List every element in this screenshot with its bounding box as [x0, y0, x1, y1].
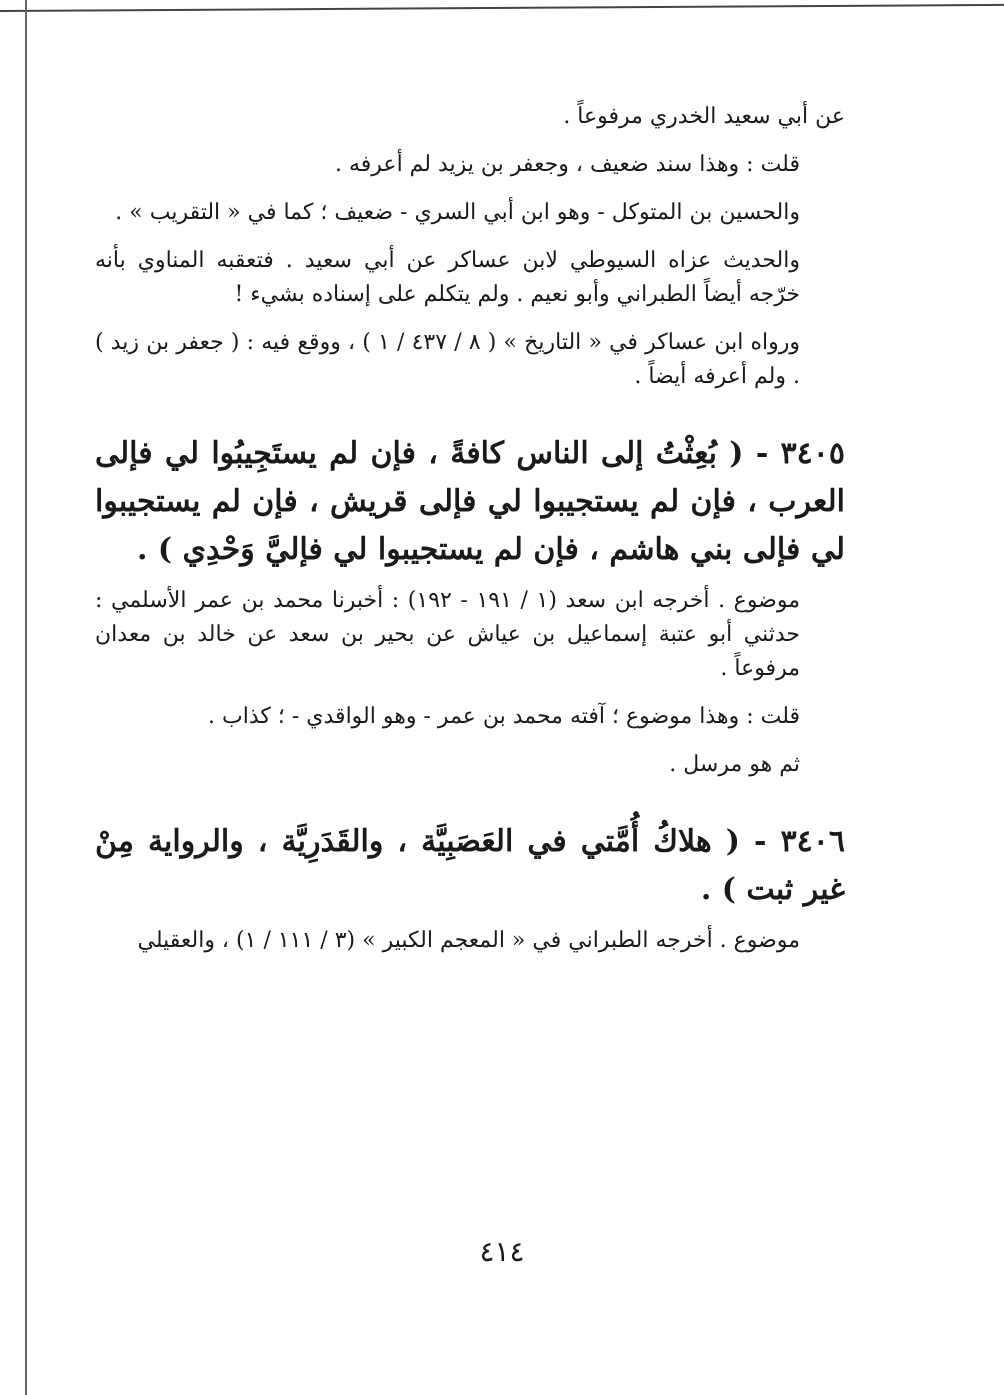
hadith-body: ( هلاكُ أُمَّتي في العَصَبِيَّة ، والقَدَرِيَّة ، والرواية مِنْ غير ثبت ) . — [95, 824, 845, 907]
text-line: عن أبي سعيد الخدري مرفوعاً . — [563, 104, 845, 129]
text-line: والحسين بن المتوكل - وهو ابن أبي السري - ضعيف ؛ كما في « التقريب » . — [115, 200, 800, 225]
paragraph-p6 — [95, 584, 845, 686]
paragraph-p4 — [95, 244, 845, 312]
text-line: والحديث عزاه السيوطي لابن عساكر عن أبي سعيد . فتعقبه المناوي بأنه خرّجه أيضاً الطبراني وأبو نعيم . ولم يتكلم على إسناده بشيء ! — [95, 248, 800, 307]
scan-edge-top — [0, 4, 1004, 12]
paragraph-p7 — [95, 700, 845, 734]
paragraph-p5 — [95, 326, 845, 394]
scan-edge-left — [25, 0, 27, 1395]
paragraph-p8 — [95, 748, 845, 782]
hadith-text — [95, 430, 845, 574]
text-line: ورواه ابن عساكر في « التاريخ » ( ٨ / ٤٣٧ / ١ ) ، ووقع فيه : ( جعفر بن زيد ) . ولم أعرفه أيضاً . — [95, 330, 800, 389]
text-line: ثم هو مرسل . — [669, 752, 800, 777]
hadith-number: ٣٤٠٦ - — [754, 824, 845, 859]
paragraph-p1 — [95, 100, 845, 134]
page-body — [95, 100, 845, 972]
text-line: قلت : وهذا موضوع ؛ آفته محمد بن عمر - وهو الواقدي - ؛ كذاب . — [208, 704, 800, 729]
paragraph-p2 — [95, 148, 845, 182]
hadith-text — [95, 818, 845, 914]
paragraph-p9 — [95, 924, 845, 958]
paragraph-p3 — [95, 196, 845, 230]
hadith-3405 — [95, 430, 845, 574]
hadith-3406 — [95, 818, 845, 914]
text-line: موضوع . أخرجه ابن سعد (١ / ١٩١ - ١٩٢) : أخبرنا محمد بن عمر الأسلمي : حدثني أبو عتبة إسماعيل بن عياش عن بحير بن سعد عن خالد بن معدان مرفوعاً . — [95, 588, 801, 681]
text-line: قلت : وهذا سند ضعيف ، وجعفر بن يزيد لم أعرفه . — [335, 152, 800, 177]
hadith-number: ٣٤٠٥ - — [755, 436, 845, 471]
page-number: ٤١٤ — [479, 1235, 525, 1268]
text-line: موضوع . أخرجه الطبراني في « المعجم الكبير » (٣ / ١١١ / ١) ، والعقيلي — [137, 928, 800, 953]
hadith-body: ( بُعِثْتُ إلى الناس كافةً ، فإن لم يستَجِيبُوا لي فإلى العرب ، فإن لم يستجيبوا لي فإلى قريش ، فإن لم يستجيبوا لي فإلى بني هاشم ، فإن لم يستجيبوا لي فإليَّ وَحْدِي ) . — [95, 436, 845, 567]
